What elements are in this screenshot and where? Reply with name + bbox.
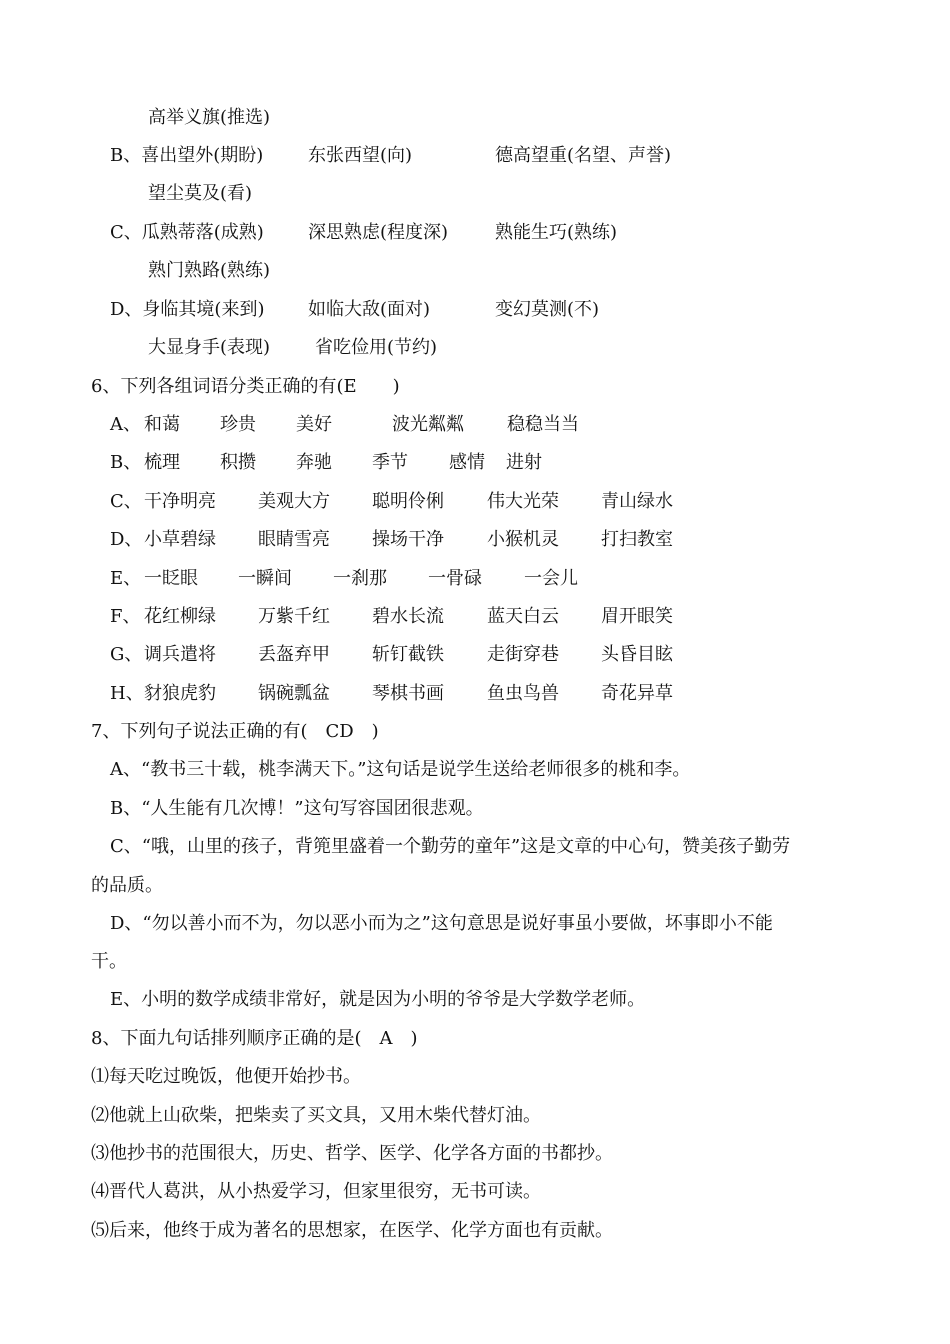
- q8-sentence-text: ⑴每天吃过晚饭，他便开始抄书。: [91, 1066, 361, 1087]
- q6-word: 伟大光荣: [487, 491, 559, 512]
- q6-option-e: [110, 566, 810, 592]
- q6-option-prefix: F、: [110, 606, 141, 627]
- q6-word: 奇花异草: [601, 683, 673, 704]
- q6-word: 眼睛雪亮: [258, 529, 330, 550]
- q8-sentence-text: ⑷晋代人葛洪，从小热爱学习，但家里很穷，无书可读。: [91, 1181, 541, 1202]
- q6-word: 一会儿: [524, 568, 578, 589]
- q6-word: 打扫教室: [601, 529, 673, 550]
- q5-d-word-4: 大显身手(表现): [148, 337, 271, 358]
- q6-word: 万紫千红: [258, 606, 330, 627]
- q6-option-h: [110, 681, 810, 707]
- q5-option-d: [110, 297, 810, 323]
- q6-option-prefix: C、: [110, 491, 142, 512]
- q7-question-text: 7、下列句子说法正确的有( CD ): [91, 721, 379, 742]
- q6-word: 琴棋书画: [372, 683, 444, 704]
- q6-word: 小草碧绿: [144, 529, 216, 550]
- q6-word: 梳理: [144, 452, 180, 473]
- q5-c-word-3: 熟能生巧(熟练): [495, 222, 618, 243]
- q7-option-d-text-cont: 干。: [91, 951, 127, 972]
- q6-word: 鱼虫鸟兽: [487, 683, 559, 704]
- q5-d-word-5: 省吃俭用(节约): [315, 337, 438, 358]
- q5-option-b: [110, 143, 810, 169]
- q6-word: 头昏目眩: [601, 644, 673, 665]
- q5-c-label: C、瓜熟蒂落(成熟): [110, 222, 264, 243]
- q5-c-word-4: 熟门熟路(熟练): [148, 260, 271, 281]
- q6-word: 花红柳绿: [144, 606, 216, 627]
- q5-d-word-2: 如临大敌(面对): [308, 299, 431, 320]
- q6-word: 小猴机灵: [487, 529, 559, 550]
- q8-question-text: 8、下面九句话排列顺序正确的是( A ): [91, 1028, 418, 1049]
- q6-word: 珍贵: [220, 414, 256, 435]
- q6-word: 一刹那: [333, 568, 387, 589]
- q5-b-word-2: 东张西望(向): [308, 145, 413, 166]
- q6-word: 调兵遣将: [144, 644, 216, 665]
- q7-option-e-text: E、小明的数学成绩非常好，就是因为小明的爷爷是大学数学老师。: [110, 989, 646, 1010]
- q6-word: 碧水长流: [372, 606, 444, 627]
- q5-d-label: D、身临其境(来到): [110, 299, 265, 320]
- q6-word: 奔驰: [296, 452, 332, 473]
- q6-option-b: [110, 450, 810, 476]
- q6-option-prefix: B、: [110, 452, 142, 473]
- q7-option-a-text: A、“教书三十载，桃李满天下。”这句话是说学生送给老师很多的桃和李。: [110, 759, 691, 780]
- q6-word: 波光粼粼: [392, 414, 464, 435]
- q6-option-d: [110, 527, 810, 553]
- q6-word: 一骨碌: [428, 568, 482, 589]
- q6-option-prefix: E、: [110, 568, 142, 589]
- q6-word: 豺狼虎豹: [144, 683, 216, 704]
- q5-b-label: B、喜出望外(期盼): [110, 145, 264, 166]
- q7-option-c-text: C、“哦，山里的孩子，背篼里盛着一个勤劳的童年”这是文章的中心句，赞美孩子勤劳: [110, 836, 791, 857]
- q6-word: 一眨眼: [144, 568, 198, 589]
- q6-word: 眉开眼笑: [601, 606, 673, 627]
- q6-option-c: [110, 489, 810, 515]
- q7-option-b-text: B、“人生能有几次博！”这句写容国团很悲观。: [110, 798, 484, 819]
- q6-word: 和蔼: [144, 414, 180, 435]
- q6-word: 美好: [296, 414, 332, 435]
- q5-option-c: [110, 220, 810, 246]
- q5-a-word: 高举义旗(推选): [148, 107, 271, 128]
- q6-word: 感情: [449, 452, 485, 473]
- q6-word: 干净明亮: [144, 491, 216, 512]
- q6-option-prefix: H、: [110, 683, 144, 704]
- q6-word: 季节: [372, 452, 408, 473]
- q6-option-prefix: A、: [110, 414, 141, 435]
- q8-sentence-text: ⑶他抄书的范围很大，历史、哲学、医学、化学各方面的书都抄。: [91, 1143, 613, 1164]
- q5-b-word-4: 望尘莫及(看): [148, 183, 253, 204]
- q6-question-text: 6、下列各组词语分类正确的有(E ): [91, 376, 400, 397]
- q6-word: 锅碗瓢盆: [258, 683, 330, 704]
- q6-word: 积攒: [220, 452, 256, 473]
- q6-word: 一瞬间: [238, 568, 292, 589]
- q6-word: 操场干净: [372, 529, 444, 550]
- q7-option-c-text-cont: 的品质。: [91, 875, 163, 896]
- q6-option-g: [110, 642, 810, 668]
- q6-option-f: [110, 604, 810, 630]
- q6-option-a: [110, 412, 810, 438]
- q8-sentence-text: ⑸后来，他终于成为著名的思想家，在医学、化学方面也有贡献。: [91, 1220, 613, 1241]
- q6-word: 进射: [506, 452, 542, 473]
- q8-sentence-text: ⑵他就上山砍柴，把柴卖了买文具，又用木柴代替灯油。: [91, 1105, 541, 1126]
- q5-option-d-continuation: [148, 335, 648, 361]
- q6-word: 稳稳当当: [507, 414, 579, 435]
- q6-option-prefix: G、: [110, 644, 143, 665]
- q5-c-word-2: 深思熟虑(程度深): [308, 222, 449, 243]
- q6-word: 丢盔弃甲: [258, 644, 330, 665]
- q6-word: 聪明伶俐: [372, 491, 444, 512]
- q6-word: 蓝天白云: [487, 606, 559, 627]
- q6-word: 青山绿水: [601, 491, 673, 512]
- q7-option-d-text: D、“勿以善小而不为，勿以恶小而为之”这句意思是说好事虽小要做，坏事即小不能: [110, 913, 773, 934]
- q6-option-prefix: D、: [110, 529, 143, 550]
- q6-word: 美观大方: [258, 491, 330, 512]
- q5-b-word-3: 德高望重(名望、声誉): [495, 145, 672, 166]
- q6-word: 走街穿巷: [487, 644, 559, 665]
- q6-word: 斩钉截铁: [372, 644, 444, 665]
- q5-d-word-3: 变幻莫测(不): [495, 299, 600, 320]
